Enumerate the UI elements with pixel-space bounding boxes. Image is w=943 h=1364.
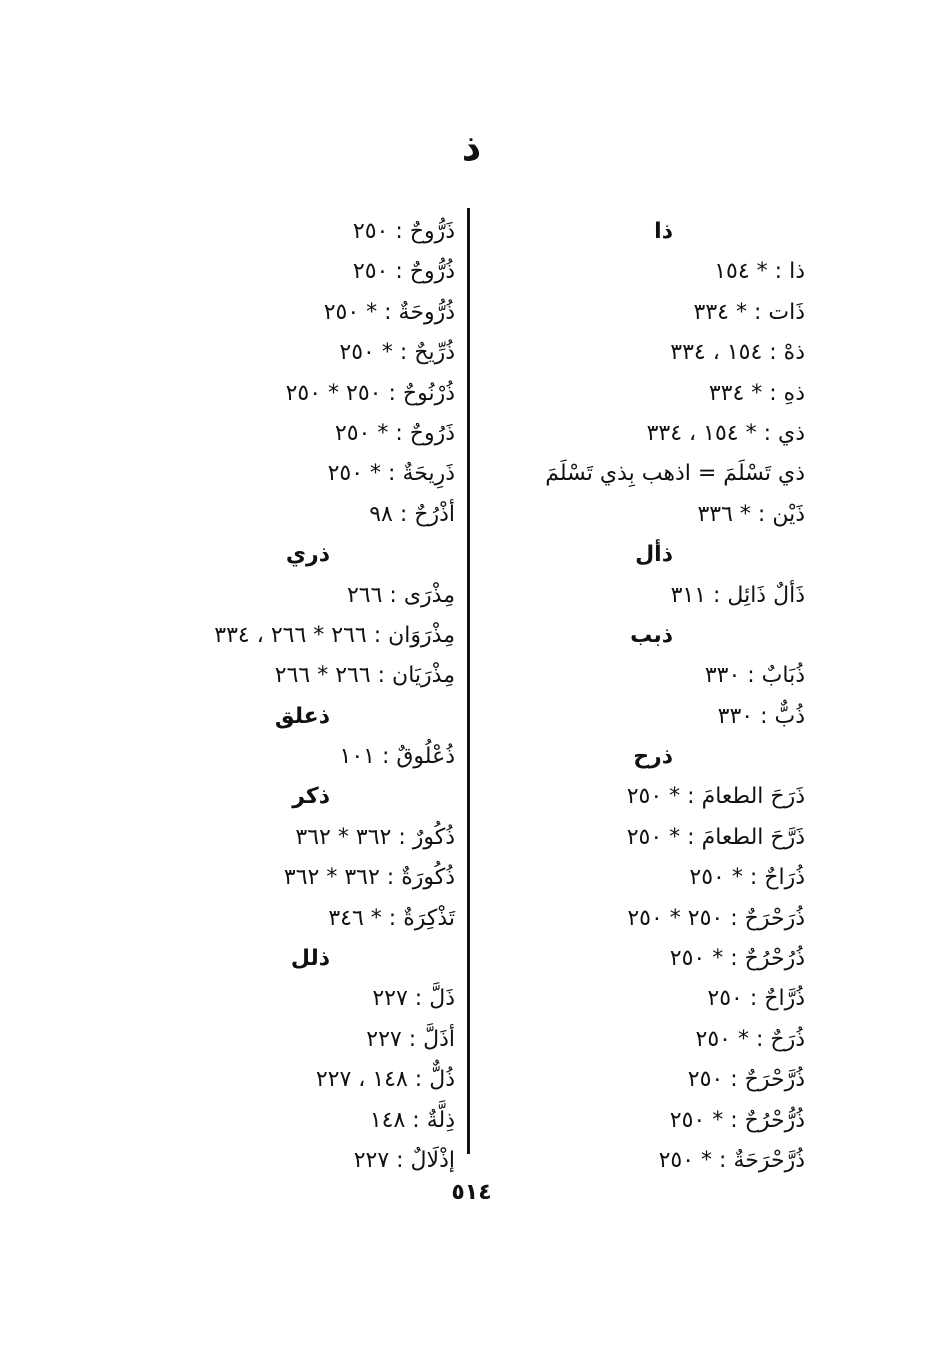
page-number: ٥١٤ <box>451 1180 492 1205</box>
root-heading: ذعلق <box>274 703 330 729</box>
index-entry: مِذْرَى : ٢٦٦ <box>346 582 455 608</box>
column-divider <box>467 208 470 1154</box>
index-entry: ذَات : * ٣٣٤ <box>693 299 805 325</box>
index-entry: ذُرَحْرَحٌ : ٢٥٠ * ٢٥٠ <box>627 905 805 931</box>
index-entry: ذُرُّوحَةٌ : * ٢٥٠ <box>323 299 455 325</box>
index-entry: ذُرَاحٌ : * ٢٥٠ <box>689 865 805 891</box>
root-heading: ذرح <box>633 744 673 770</box>
page-letter: ذ <box>461 125 482 169</box>
index-entry: ذَرِيحَةٌ : * ٢٥٠ <box>327 461 455 487</box>
index-entry: إذْلَالٌ : ٢٢٧ <box>353 1147 455 1173</box>
index-entry: تَذْكِرَةٌ : * ٣٤٦ <box>328 905 455 931</box>
index-entry: ذُبَابٌ : ٣٣٠ <box>704 663 805 689</box>
index-entry: ذُرِّيحٌ : * ٢٥٠ <box>339 340 455 366</box>
index-entry: ذَرُوحٌ : * ٢٥٠ <box>334 420 455 446</box>
root-heading: ذري <box>285 542 330 568</box>
index-entry: ذُلٌّ : ١٤٨ ، ٢٢٧ <box>315 1067 455 1093</box>
index-entry: ذُرَحٌ : * ٢٥٠ <box>695 1026 805 1052</box>
index-entry: ذُرْنُوحٌ : ٢٥٠ * ٢٥٠ <box>285 380 455 406</box>
index-entry: مِذْرَيَان : ٢٦٦ * ٢٦٦ <box>274 663 455 689</box>
index-entry: ذُرَّاحٌ : ٢٥٠ <box>707 986 805 1012</box>
index-entry: ذُبٌّ : ٣٣٠ <box>717 703 805 729</box>
index-entry: مِذْرَوَان : ٢٦٦ * ٢٦٦ ، ٣٣٤ <box>214 622 455 648</box>
index-entry: ذُرَّحْرَحَةٌ : * ٢٥٠ <box>658 1147 805 1173</box>
index-entry: ذي : * ١٥٤ ، ٣٣٤ <box>646 420 805 446</box>
right-column <box>480 212 805 1181</box>
index-entry: ذُكُورَةٌ : ٣٦٢ * ٣٦٢ <box>283 865 455 891</box>
root-heading: ذكر <box>292 784 330 810</box>
index-entry: ذي تَسْلَمَ = اذهب بِذي تَسْلَمَ <box>545 461 805 487</box>
index-entry: ذُكُورٌ : ٣٦٢ * ٣٦٢ <box>295 824 455 850</box>
left-column <box>50 212 455 1181</box>
index-entry: ذَيْن : * ٣٣٦ <box>697 501 805 527</box>
index-entry: ذَرُّوحٌ : ٢٥٠ <box>352 219 455 244</box>
root-heading: ذأل <box>635 542 673 568</box>
index-entry: ذَرَّحَ الطعامَ : * ٢٥٠ <box>626 824 805 850</box>
index-entry: ذُعْلُوقٌ : ١٠١ <box>339 744 455 770</box>
index-entry: ذَرَحَ الطعامَ : * ٢٥٠ <box>626 784 805 810</box>
index-entry: ذِلَّةٌ : ١٤٨ <box>369 1107 455 1133</box>
index-entry: ذهِ : * ٣٣٤ <box>708 380 805 406</box>
root-heading: ذا <box>654 219 673 244</box>
index-entry: أذْرُحٌ : ٩٨ <box>369 501 455 527</box>
index-entry: ذا : * ١٥٤ <box>714 259 805 285</box>
index-entry: ذهْ : ١٥٤ ، ٣٣٤ <box>670 340 805 366</box>
root-heading: ذلل <box>290 946 330 972</box>
index-entry: ذَلَّ : ٢٢٧ <box>372 986 455 1012</box>
index-entry: ذُرُّحْرُحٌ : * ٢٥٠ <box>669 1107 805 1133</box>
index-entry: ذُرَّحْرَحٌ : ٢٥٠ <box>687 1067 805 1093</box>
index-entry: ذُرُحْرُحٌ : * ٢٥٠ <box>669 946 805 972</box>
index-entry: أذَلَّ : ٢٢٧ <box>366 1026 455 1052</box>
index-entry: ذُرُّوحٌ : ٢٥٠ <box>352 259 455 285</box>
root-heading: ذبب <box>630 622 673 648</box>
index-entry: ذَألٌ ذَائِل : ٣١١ <box>670 582 805 608</box>
